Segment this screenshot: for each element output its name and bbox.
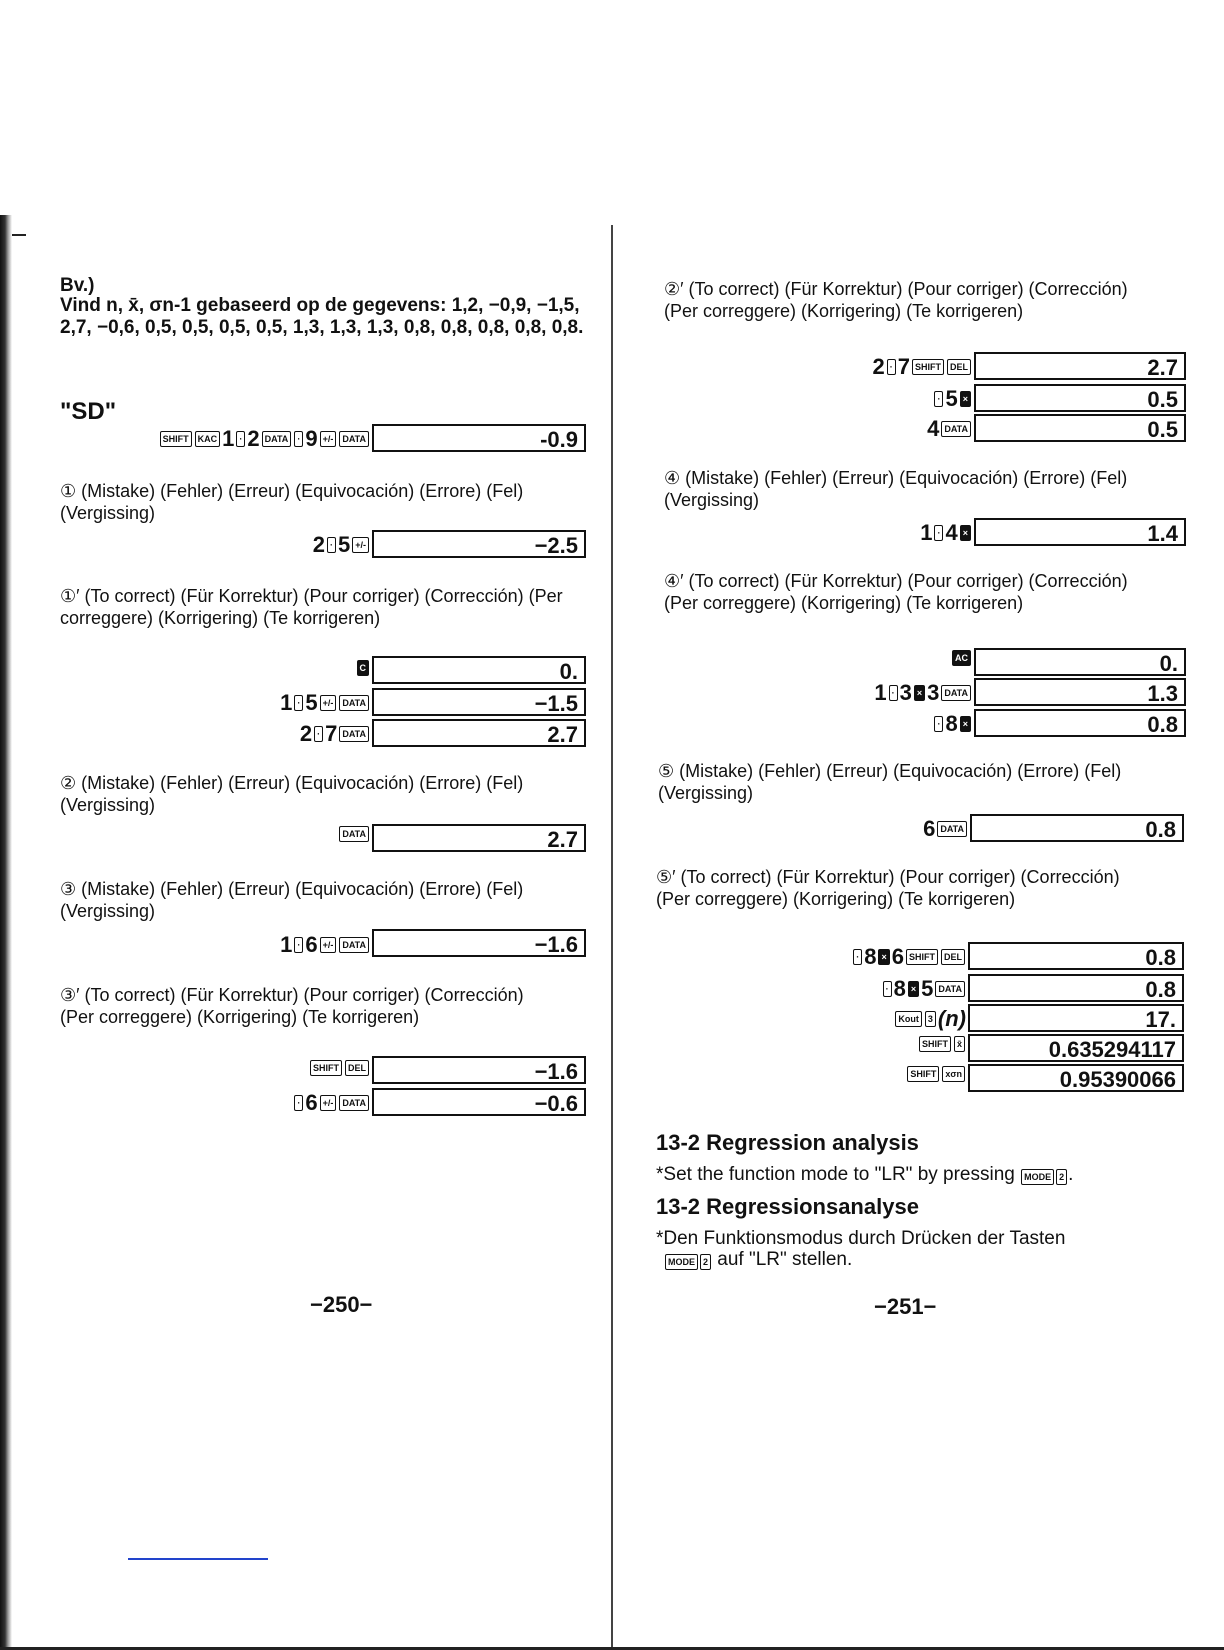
decimal-key[interactable]: · xyxy=(294,695,303,711)
calculator-display: 0.8 xyxy=(974,709,1186,737)
step-2-correct: ②′ (To correct) (Für Korrektur) (Pour corriger) (Corrección) (Per correggere) (Korrigering) (Te korrigeren) xyxy=(664,279,1128,321)
shift-key[interactable]: SHIFT xyxy=(310,1060,342,1076)
multiply-key[interactable]: × xyxy=(960,391,971,407)
shift-key[interactable]: SHIFT xyxy=(906,949,938,965)
multiply-key[interactable]: × xyxy=(908,981,919,997)
data-key[interactable]: DATA xyxy=(339,1095,369,1111)
del-key[interactable]: DEL xyxy=(941,949,965,965)
book-binding-edge xyxy=(0,215,12,1647)
data-key[interactable]: DATA xyxy=(339,726,369,742)
three-key[interactable]: 3 xyxy=(925,1011,936,1027)
step-4-mistake: ④ (Mistake) (Fehler) (Erreur) (Equivocación) (Errore) (Fel) (Vergissing) xyxy=(664,468,1128,510)
two-key[interactable]: 2 xyxy=(700,1254,711,1270)
step-4-correct: ④′ (To correct) (Für Korrektur) (Pour corriger) (Corrección) (Per correggere) (Korrigering) (Te korrigeren) xyxy=(664,571,1128,613)
shift-key[interactable]: SHIFT xyxy=(907,1066,939,1082)
key-sequence-row xyxy=(802,1036,966,1052)
data-key[interactable]: DATA xyxy=(339,937,369,953)
mode-key[interactable]: MODE xyxy=(665,1254,698,1270)
multiply-key[interactable]: × xyxy=(914,685,925,701)
shift-key[interactable]: SHIFT xyxy=(160,431,192,447)
decimal-key[interactable]: · xyxy=(327,537,336,553)
key-sequence-row xyxy=(220,660,370,676)
calculator-display: 0.5 xyxy=(974,384,1186,412)
example-label: Bv.) xyxy=(60,275,95,296)
calculator-display: −1.6 xyxy=(372,929,586,957)
calculator-display: 1.4 xyxy=(974,518,1186,546)
shift-key[interactable]: SHIFT xyxy=(912,359,944,375)
calculator-display: 2.7 xyxy=(372,824,586,852)
key-sequence-row: · 5 × xyxy=(802,386,972,412)
step-5-mistake: ⑤ (Mistake) (Fehler) (Erreur) (Equivocación) (Errore) (Fel) (Vergissing) xyxy=(658,761,1122,803)
section-heading-de: 13-2 Regressionsanalyse xyxy=(656,1194,919,1219)
key-sequence-row: SHIFT KAC 1 · 2 DATA · 9 +/- DATA xyxy=(100,426,370,452)
decimal-key[interactable]: · xyxy=(236,431,245,447)
key-sequence-row: · 8 × xyxy=(802,711,972,737)
mean-key[interactable]: x̄ xyxy=(954,1036,965,1052)
calculator-display: −1.5 xyxy=(372,688,586,716)
data-key[interactable]: DATA xyxy=(935,981,965,997)
step-3-mistake: ③ (Mistake) (Fehler) (Erreur) (Equivocación) (Errore) (Fel) (Vergissing) xyxy=(60,879,524,921)
sign-key[interactable]: +/- xyxy=(320,695,337,711)
two-key[interactable]: 2 xyxy=(1056,1169,1067,1185)
calculator-display: 2.7 xyxy=(372,719,586,747)
underline-mark xyxy=(128,1558,268,1560)
key-sequence-row: 2 · 7 DATA xyxy=(220,721,370,747)
decimal-key[interactable]: · xyxy=(934,391,943,407)
key-sequence-row: 2 · 5 +/- xyxy=(220,532,370,558)
key-sequence-row: · 8 × 6 SHIFT DEL xyxy=(802,944,966,970)
key-sequence-row: 1 · 3 × 3 DATA xyxy=(802,680,972,706)
multiply-key[interactable]: × xyxy=(960,525,971,541)
key-sequence-row: · 6 +/- DATA xyxy=(220,1090,370,1116)
calculator-display: 0.5 xyxy=(974,414,1186,442)
step-1-correct: ①′ (To correct) (Für Korrektur) (Pour corriger) (Corrección) (Per correggere) (Korrigering) (Te korrigeren) xyxy=(60,586,563,628)
data-key[interactable]: DATA xyxy=(339,826,369,842)
calculator-display: 0.95390066 xyxy=(968,1064,1184,1092)
decimal-key[interactable]: · xyxy=(883,981,892,997)
kout-key[interactable]: Kout xyxy=(895,1011,922,1027)
page-gutter xyxy=(611,225,613,1647)
decimal-key[interactable]: · xyxy=(294,1095,303,1111)
key-sequence-row: 1 · 6 +/- DATA xyxy=(220,932,370,958)
calculator-display: −0.6 xyxy=(372,1088,586,1116)
multiply-key[interactable]: × xyxy=(960,716,971,732)
decimal-key[interactable]: · xyxy=(934,716,943,732)
key-sequence-row xyxy=(220,1060,370,1076)
key-sequence-row xyxy=(802,650,972,666)
calculator-display: −1.6 xyxy=(372,1056,586,1084)
calculator-display: 0.635294117 xyxy=(968,1034,1184,1062)
decimal-key[interactable]: · xyxy=(294,431,303,447)
multiply-key[interactable]: × xyxy=(878,949,889,965)
decimal-key[interactable]: · xyxy=(314,726,323,742)
key-sequence-row: 2 · 7 SHIFT DEL xyxy=(802,354,972,380)
calculator-display: 0.8 xyxy=(968,974,1184,1002)
page-number: −251− xyxy=(874,1294,937,1319)
sign-key[interactable]: +/- xyxy=(320,937,337,953)
example-intro: Vind n, x̄, σn-1 gebaseerd op de gegevens: 1,2, −0,9, −1,5, 2,7, −0,6, 0,5, 0,5, 0,5, 0,5, 1,3, 1,3, 1,3, 0,8, 0,8, 0,8, 0,8, 0,8. xyxy=(60,295,584,338)
calculator-display: 0.8 xyxy=(968,942,1184,970)
section-heading-en: 13-2 Regression analysis xyxy=(656,1130,919,1155)
key-sequence-row: 1 · 5 +/- DATA xyxy=(220,690,370,716)
decimal-key[interactable]: · xyxy=(934,525,943,541)
calculator-display: 0. xyxy=(974,648,1186,676)
step-5-correct: ⑤′ (To correct) (Für Korrektur) (Pour corriger) (Corrección) (Per correggere) (Korrigering) (Te korrigeren) xyxy=(656,867,1120,909)
calculator-display: 0.8 xyxy=(970,814,1184,842)
calculator-display: 1.3 xyxy=(974,678,1186,706)
instruction-en: *Set the function mode to "LR" by pressing MODE 2 . xyxy=(656,1164,1074,1185)
key-sequence-row xyxy=(220,826,370,842)
data-key[interactable]: DATA xyxy=(339,431,369,447)
sign-key[interactable]: +/- xyxy=(320,431,337,447)
instruction-de: *Den Funktionsmodus durch Drücken der Tasten xyxy=(656,1228,1066,1249)
data-key[interactable]: DATA xyxy=(941,421,971,437)
del-key[interactable]: DEL xyxy=(345,1060,369,1076)
calculator-display: −2.5 xyxy=(372,530,586,558)
decimal-key[interactable]: · xyxy=(889,685,898,701)
data-key[interactable]: DATA xyxy=(339,695,369,711)
key-sequence-row: Kout 3 (n) xyxy=(802,1006,966,1032)
mode-key[interactable]: MODE xyxy=(1021,1169,1054,1185)
sd-mode-label: "SD" xyxy=(60,398,117,425)
calculator-display: 17. xyxy=(968,1004,1184,1032)
instruction-de-2: MODE 2 auf "LR" stellen. xyxy=(664,1249,852,1271)
shift-key[interactable]: SHIFT xyxy=(919,1036,951,1052)
clear-key[interactable]: C xyxy=(357,660,370,676)
calculator-display: -0.9 xyxy=(372,424,586,452)
decimal-key[interactable]: · xyxy=(853,949,862,965)
decimal-key[interactable]: · xyxy=(887,359,896,375)
all-clear-key[interactable]: AC xyxy=(952,650,971,666)
key-sequence-row: 6 DATA xyxy=(802,816,968,842)
calculator-display: 0. xyxy=(372,656,586,684)
decimal-key[interactable]: · xyxy=(294,937,303,953)
calculator-display: 2.7 xyxy=(974,352,1186,380)
sign-key[interactable]: +/- xyxy=(320,1095,337,1111)
step-2-mistake: ② (Mistake) (Fehler) (Erreur) (Equivocación) (Errore) (Fel) (Vergissing) xyxy=(60,773,524,815)
del-key[interactable]: DEL xyxy=(947,359,971,375)
key-sequence-row: · 8 × 5 DATA xyxy=(802,976,966,1002)
key-sequence-row xyxy=(802,1066,966,1082)
kac-key[interactable]: KAC xyxy=(195,431,221,447)
sign-key[interactable]: +/- xyxy=(352,537,369,553)
sigma-n-key[interactable]: xσn xyxy=(942,1066,965,1082)
step-1-mistake: ① (Mistake) (Fehler) (Erreur) (Equivocación) (Errore) (Fel) (Vergissing) xyxy=(60,481,524,523)
key-sequence-row: 1 · 4 × xyxy=(802,520,972,546)
binding-mark xyxy=(12,234,26,236)
data-key[interactable]: DATA xyxy=(262,431,292,447)
data-key[interactable]: DATA xyxy=(937,821,967,837)
step-3-correct: ③′ (To correct) (Für Korrektur) (Pour corriger) (Corrección) (Per correggere) (Korrigering) (Te korrigeren) xyxy=(60,985,524,1027)
data-key[interactable]: DATA xyxy=(941,685,971,701)
key-sequence-row: 4 DATA xyxy=(802,416,972,442)
page-number: −250− xyxy=(310,1292,373,1317)
